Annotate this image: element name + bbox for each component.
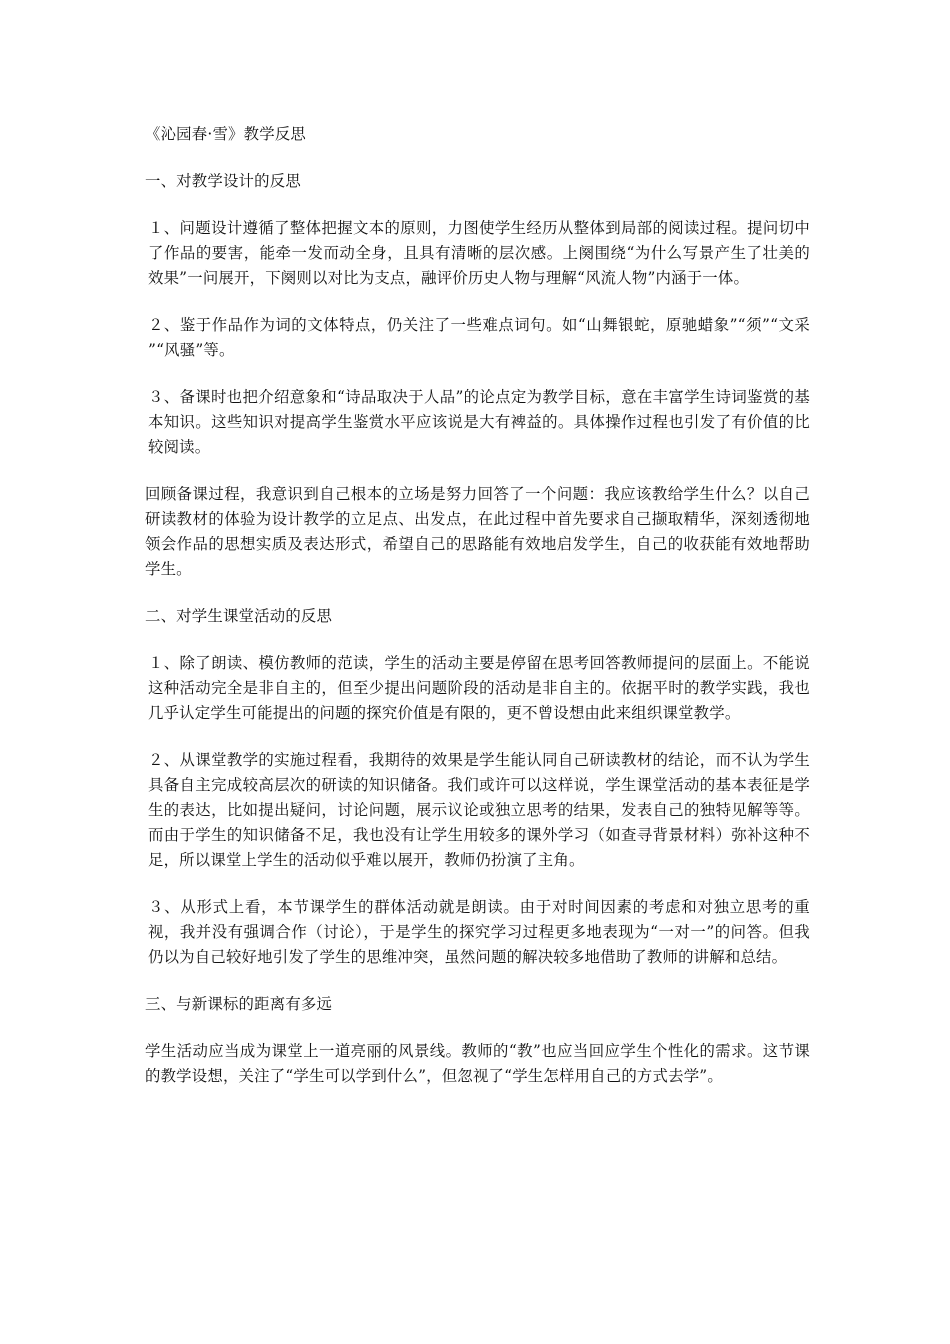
paragraph: ２、从课堂教学的实施过程看，我期待的效果是学生能认同自己研读教材的结论，而不认为学生具备自主完成较高层次的研读的知识储备。我们或许可以这样说，学生课堂活动的基本表征是学生的表达，比如提出疑问，讨论问题，展示议论或独立思考的结果，发表自己的独特见解等等。而由于学生的知识储备不足，我也没有让学生用较多的课外学习（如查寻背景材料）弥补这种不足，所以课堂上学生的活动似乎难以展开，教师仍扮演了主角。 [148,751,810,869]
paragraph: ３、从形式上看，本节课学生的群体活动就是朗读。由于对时间因素的考虑和对独立思考的重视，我并没有强调合作（讨论），于是学生的探究学习过程更多地表现为“一对一”的问答。但我仍以为自己较好地引发了学生的思维冲突，虽然问题的解决较多地借助了教师的讲解和总结。 [148,898,810,966]
section-heading-activities: 二、对学生课堂活动的反思 [145,607,333,625]
paragraph: ３、备课时也把介绍意象和“诗品取决于人品”的论点定为教学目标，意在丰富学生诗词鉴赏的基本知识。这些知识对提高学生鉴赏水平应该说是大有裨益的。具体操作过程也引发了有价值的比较阅读。 [148,388,810,456]
paragraph: 学生活动应当成为课堂上一道亮丽的风景线。教师的“教”也应当回应学生个性化的需求。这节课的教学设想，关注了“学生可以学到什么”，但忽视了“学生怎样用自己的方式去学”。 [145,1042,810,1085]
section-heading-curriculum: 三、与新课标的距离有多远 [145,995,333,1013]
paragraph: １、除了朗读、模仿教师的范读，学生的活动主要是停留在思考回答教师提问的层面上。不能说这种活动完全是非自主的，但至少提出问题阶段的活动是非自主的。依据平时的教学实践，我也几乎认定学生可能提出的问题的探究价值是有限的，更不曾设想由此来组织课堂教学。 [148,654,810,722]
document-body [145,122,810,1111]
paragraph: 回顾备课过程，我意识到自己根本的立场是努力回答了一个问题：我应该教给学生什么？以自己研读教材的体验为设计教学的立足点、出发点，在此过程中首先要求自己撷取精华，深刻透彻地领会作品的思想实质及表达形式，希望自己的思路能有效地启发学生，自己的收获能有效地帮助学生。 [145,485,810,578]
paragraph: １、问题设计遵循了整体把握文本的原则，力图使学生经历从整体到局部的阅读过程。提问切中了作品的要害，能牵一发而动全身，且具有清晰的层次感。上阕围绕“为什么写景产生了壮美的效果”一问展开，下阕则以对比为支点，融评价历史人物与理解“风流人物”内涵于一体。 [148,219,810,287]
section-heading-design: 一、对教学设计的反思 [145,172,301,190]
paragraph: ２、鉴于作品作为词的文体特点，仍关注了一些难点词句。如“山舞银蛇，原驰蜡象”“须”“文采 ”“风骚”等。 [148,316,810,359]
document-title: 《沁园春·雪》教学反思 [145,125,306,143]
